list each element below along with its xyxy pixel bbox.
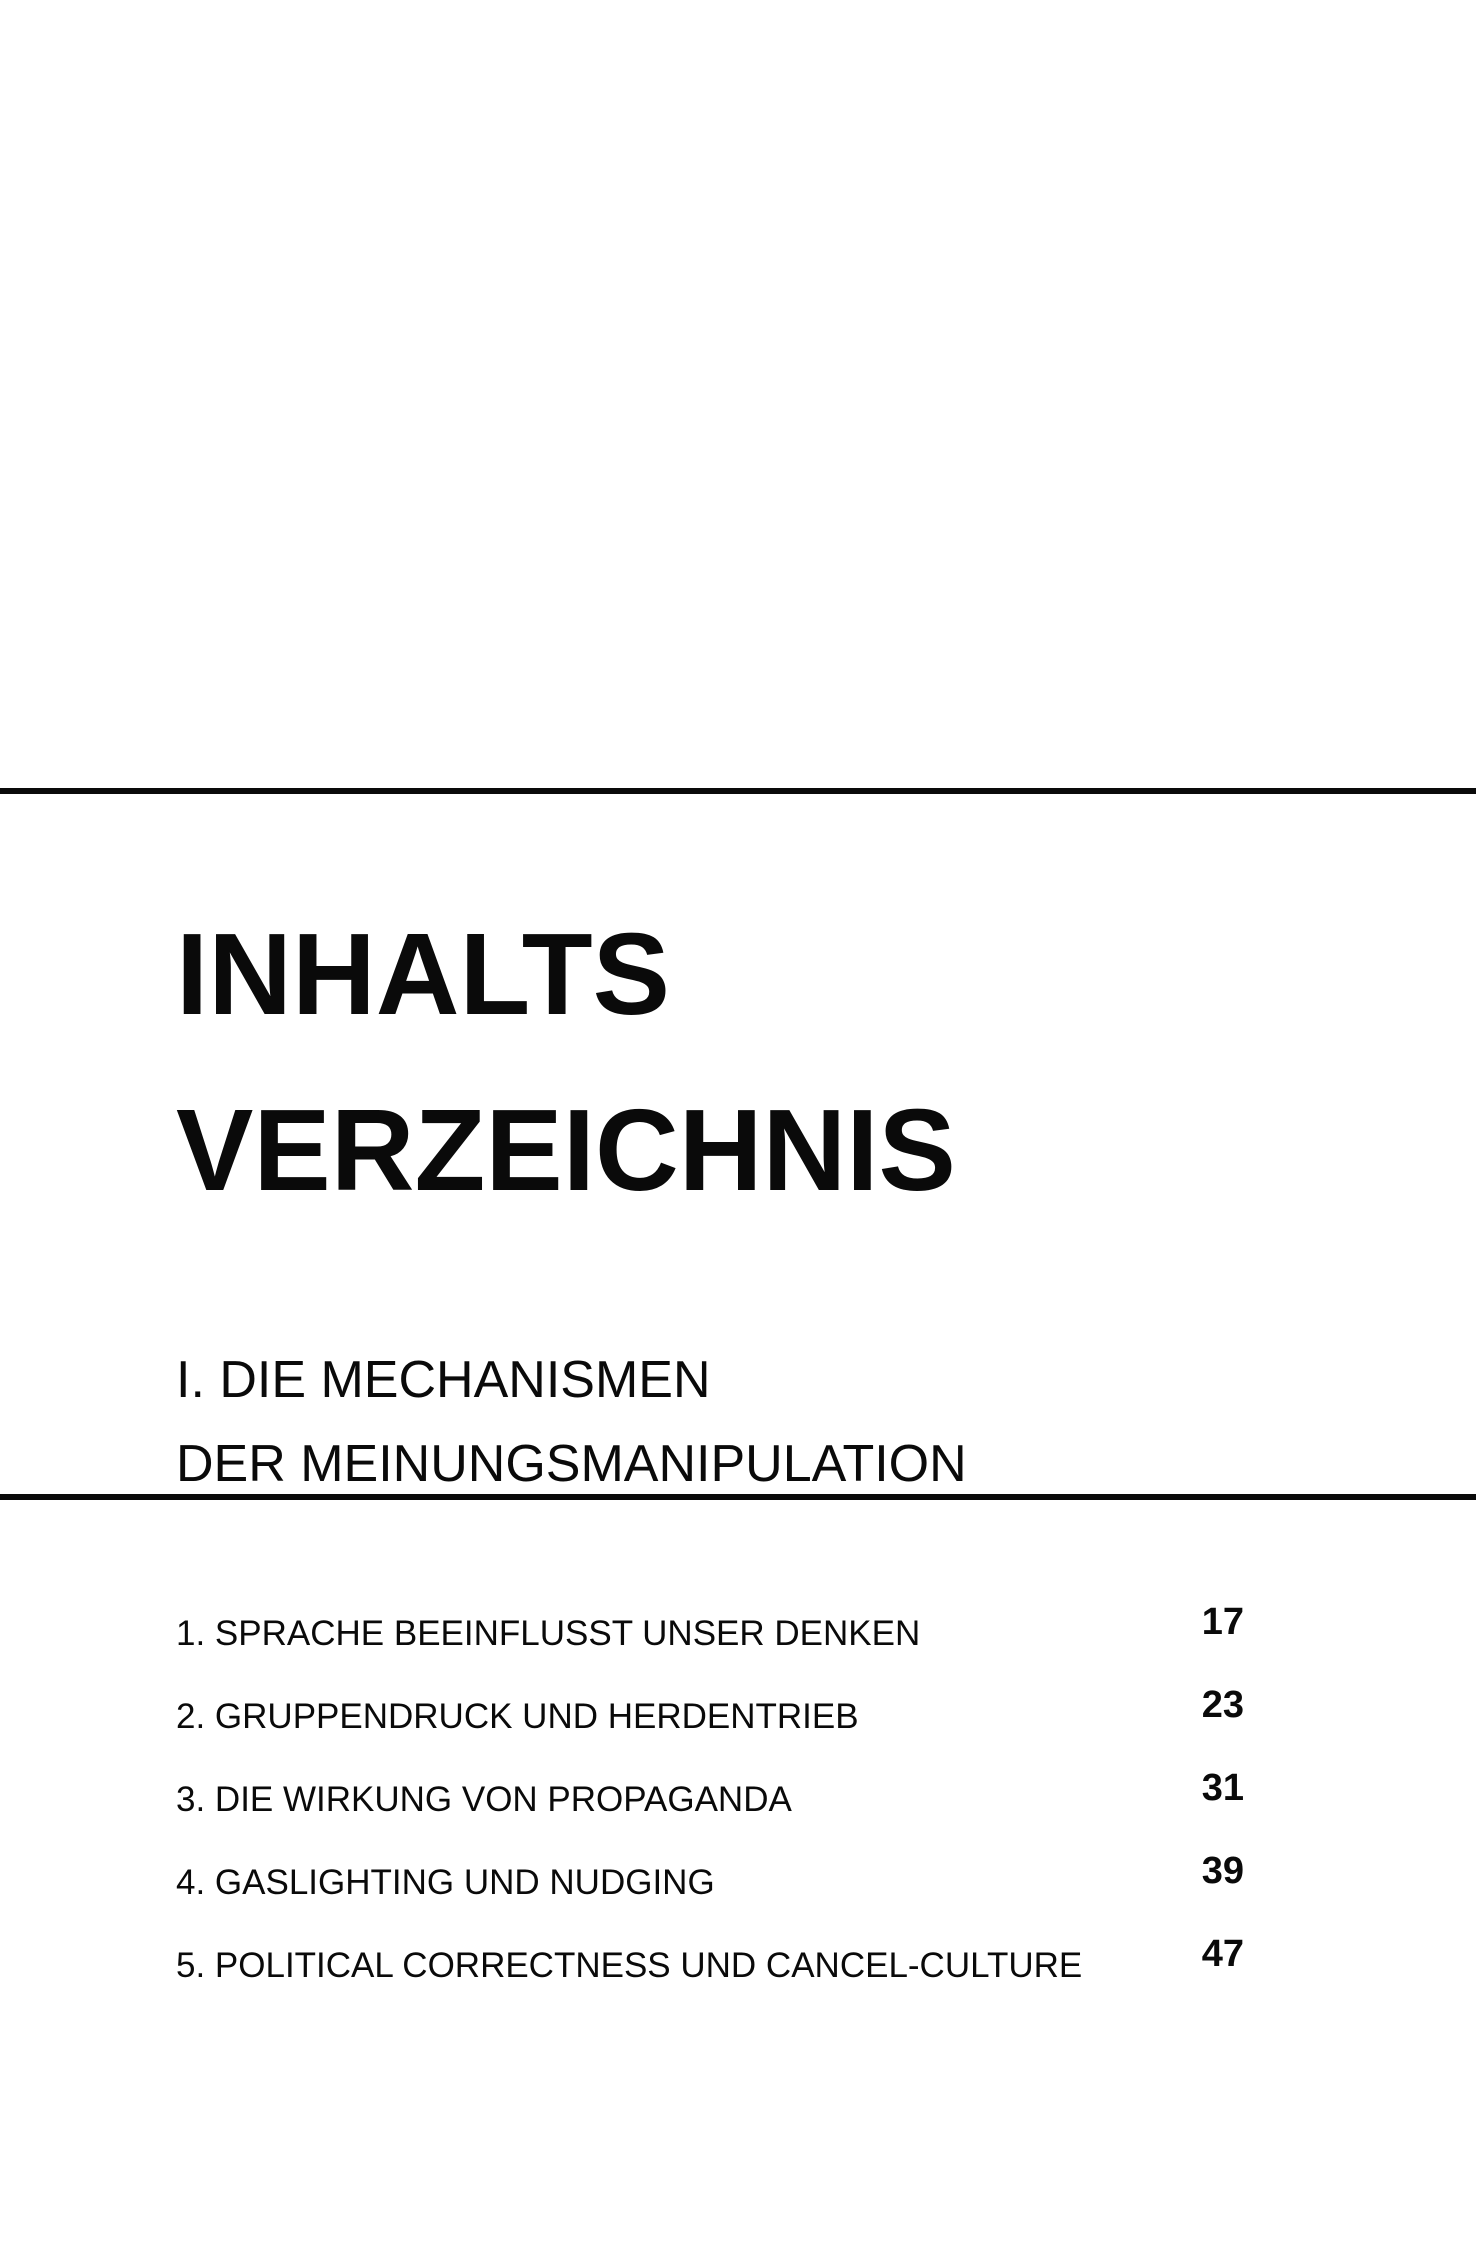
section-heading-line-2: DER MEINUNGSMANIPULATION — [176, 1435, 967, 1493]
toc-entry[interactable] — [176, 1600, 1244, 1683]
top-divider — [0, 788, 1476, 794]
section-heading-line-1: I. DIE MECHANISMEN — [176, 1351, 711, 1409]
section-divider — [0, 1494, 1476, 1500]
toc-entry-label: 4. GASLIGHTING UND NUDGING — [176, 1863, 715, 1902]
toc-entry[interactable] — [176, 1932, 1244, 2015]
toc-entry[interactable] — [176, 1683, 1244, 1766]
title-line-1: INHALTS — [176, 909, 671, 1039]
title-line-2: VERZEICHNIS — [176, 1085, 956, 1215]
toc-entry[interactable] — [176, 1849, 1244, 1932]
toc-entry-page-number: 17 — [1201, 1601, 1244, 1643]
section-heading — [176, 1338, 967, 1506]
toc-entry-label: 2. GRUPPENDRUCK UND HERDENTRIEB — [176, 1697, 859, 1736]
toc-entry-label: 5. POLITICAL CORRECTNESS UND CANCEL-CULTURE — [176, 1946, 1083, 1985]
toc-entry-page-number: 23 — [1201, 1684, 1244, 1726]
toc-entry-page-number: 47 — [1201, 1933, 1244, 1975]
toc-entry-label: 1. SPRACHE BEEINFLUSST UNSER DENKEN — [176, 1614, 921, 1653]
toc-entry-label: 3. DIE WIRKUNG VON PROPAGANDA — [176, 1780, 792, 1819]
toc-entry[interactable] — [176, 1766, 1244, 1849]
toc-entry-page-number: 31 — [1201, 1767, 1244, 1809]
table-of-contents — [176, 1600, 1244, 2015]
toc-entry-page-number: 39 — [1201, 1850, 1244, 1892]
page-title — [176, 886, 956, 1238]
